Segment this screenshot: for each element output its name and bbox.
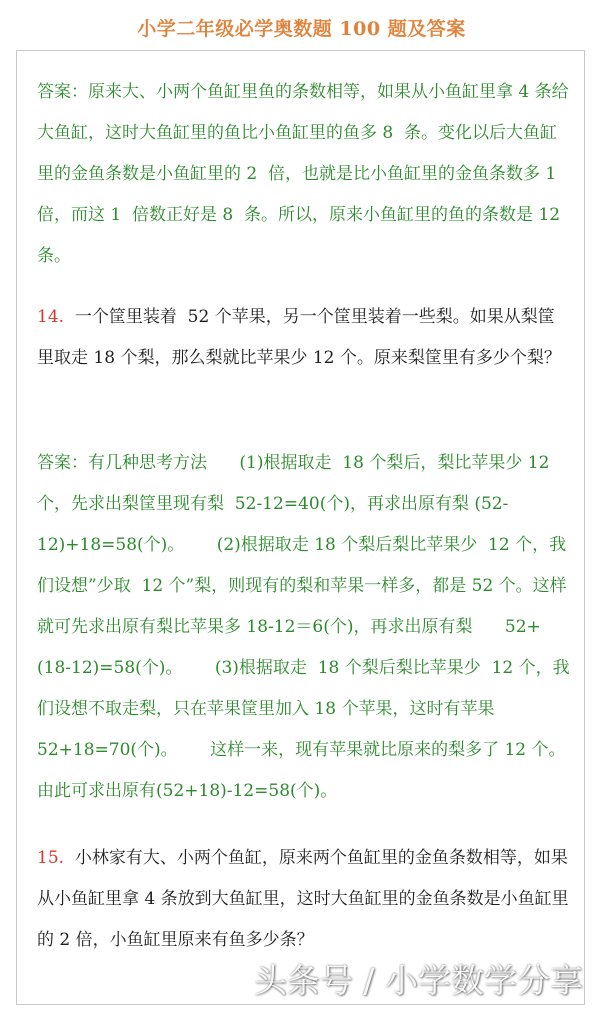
question-15 xyxy=(37,838,571,961)
watermark: 头条号 / 小学数学分享 xyxy=(253,961,583,1000)
question-14-number: 14. xyxy=(37,307,65,327)
page-title: 小学二年级必学奥数题 100 题及答案 xyxy=(137,18,466,40)
question-14-text: 一个筐里装着 52 个苹果，另一个筐里装着一些梨。如果从梨筐里取走 18 个梨，那么梨就比苹果少 12 个。原来梨筐里有多少个梨？ xyxy=(37,307,561,368)
question-15-number: 15. xyxy=(37,848,65,868)
question-15-text: 小林家有大、小两个鱼缸，原来两个鱼缸里的金鱼条数相等，如果从小鱼缸里拿 4 条放到大鱼缸里，这时大鱼缸里的金鱼条数是小鱼缸里的 2 倍，小鱼缸里原来有鱼多少条？ xyxy=(37,848,569,950)
question-14 xyxy=(37,297,571,379)
answer-13: 答案：原来大、小两个鱼缸里鱼的条数相等，如果从小鱼缸里拿 4 条给大鱼缸，这时大鱼缸里的鱼比小鱼缸里的鱼多 8 条。变化以后大鱼缸里的金鱼条数是小鱼缸里的 2 倍，也就是比小鱼缸里的金鱼条数多 1 倍，而这 1 倍数正好是 8 条。所以，原来小鱼缸里的鱼的条数是 12 条。 xyxy=(37,82,569,266)
answer-14: 答案：有几种思考方法 (1)根据取走 18 个梨后，梨比苹果少 12 个，先求出梨筐里现有梨 52-12=40(个)，再求出原有梨 (52-12)+18=58(个)。 (2)根据取走 18 个梨后梨比苹果少 12 个，我们设想”少取 12 个”梨，则现有的梨和苹果一样多，都是 52 个。这样就可先求出原有梨比苹果多 18-12＝6(个)，再求出原有梨 52+(18-12)=58(个)。 (3)根据取走 18 个梨后梨比苹果少 12 个，我们设想不取走梨，只在苹果筐里加入 18 个苹果，这时有苹果 52+18=70(个)。 这样一来，现有苹果就比原来的梨多了 12 个。由此可求出原有(52+18)-12=58(个)。 xyxy=(37,453,570,801)
